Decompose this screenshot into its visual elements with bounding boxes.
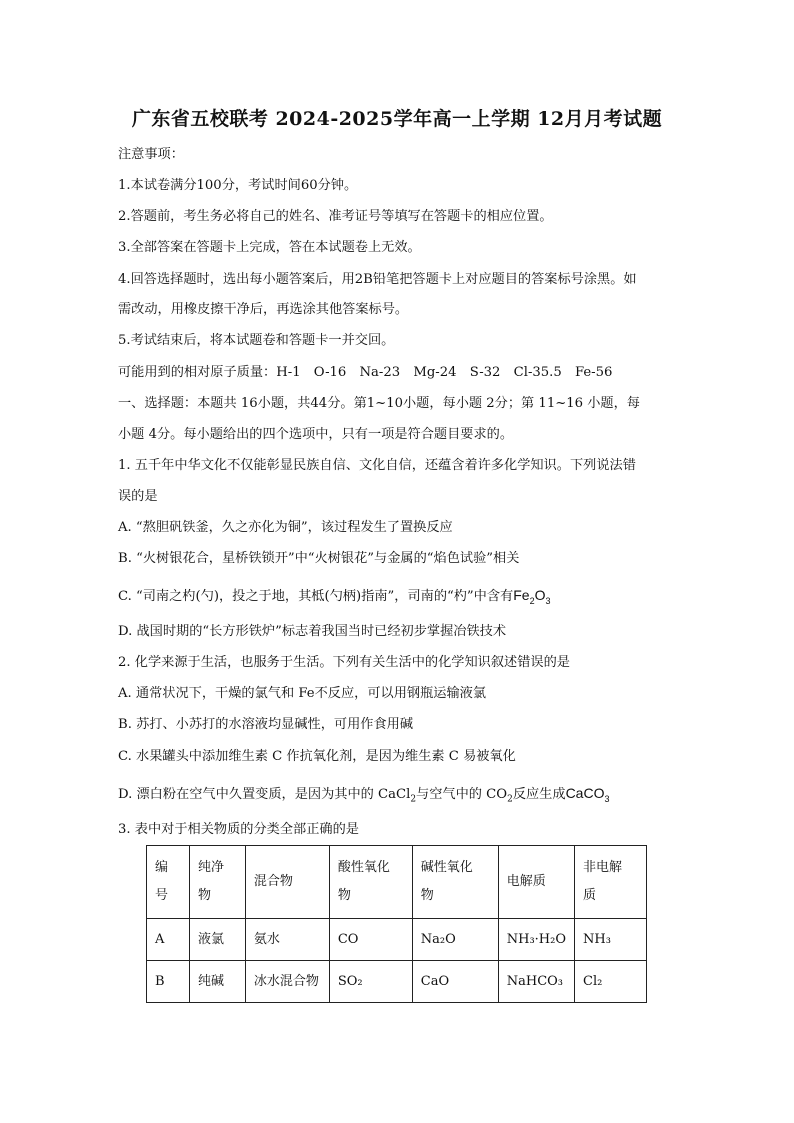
notice-item-4-line1: 4.回答选择题时，选出每小题答案后，用2B铅笔把答题卡上对应题目的答案标号涂黑。如 xyxy=(118,272,637,287)
table-header-cell: 编 号 xyxy=(147,846,190,919)
question-1-stem-line1: 1. 五千年中华文化不仅能彰显民族自信、文化自信，还蕴含着许多化学知识。下列说法错 xyxy=(118,458,636,473)
table-cell: B xyxy=(147,961,190,1003)
table-header-cell: 纯净 物 xyxy=(189,846,245,919)
table-cell: A xyxy=(147,919,190,961)
table-header-cell: 混合物 xyxy=(245,846,329,919)
question-1-option-b: B. “火树银花合，星桥铁锁开”中“火树银花”与金属的“焰色试验”相关 xyxy=(118,551,520,566)
table-cell: 冰水混合物 xyxy=(245,961,329,1003)
question-1-option-c xyxy=(118,585,551,611)
notice-item-4-line2: 需改动，用橡皮擦干净后，再选涂其他答案标号。 xyxy=(118,302,409,317)
table-header-cell: 酸性氧化 物 xyxy=(329,846,412,919)
table-cell: SO₂ xyxy=(329,961,412,1003)
classification-table xyxy=(146,845,647,1003)
question-1-option-c-text: C. “司南之杓(勺)，投之于地，其柢(勺柄)指南”，司南的“杓”中含有 xyxy=(118,589,514,604)
page-title: 广东省五校联考 2024-2025学年高一上学期 12月月考试题 xyxy=(131,108,663,130)
table-row xyxy=(147,961,647,1003)
atomic-masses: 可能用到的相对原子质量：H-1 O-16 Na-23 Mg-24 S-32 Cl-35.5 Fe-56 xyxy=(118,365,613,380)
table-cell: CO xyxy=(329,919,412,961)
fe2o3-formula: $Fe_2O_3$ xyxy=(513,587,551,606)
table-header-row xyxy=(147,846,647,919)
table-row xyxy=(147,919,647,961)
question-3-stem: 3. 表中对于相关物质的分类全部正确的是 xyxy=(118,822,359,837)
notice-item-2: 2.答题前，考生务必将自己的姓名、准考证号等填写在答题卡的相应位置。 xyxy=(118,209,553,224)
table-header-cell: 电解质 xyxy=(498,846,574,919)
notice-heading: 注意事项： xyxy=(118,147,184,162)
question-2-option-b: B. 苏打、小苏打的水溶液均显碱性，可用作食用碱 xyxy=(118,717,414,732)
section-1-intro-line1: 一、选择题：本题共 16小题，共44分。第1~10小题，每小题 2分；第 11~16 小题，每 xyxy=(118,396,640,411)
table-header-cell: 非电解 质 xyxy=(575,846,647,919)
table-cell: CaO xyxy=(412,961,498,1003)
question-1-stem-line2: 误的是 xyxy=(118,489,158,504)
table-cell: Cl₂ xyxy=(575,961,647,1003)
question-1-option-d: D. 战国时期的“长方形铁炉”标志着我国当时已经初步掌握冶铁技术 xyxy=(118,624,507,639)
table-cell: 氨水 xyxy=(245,919,329,961)
table-cell: NaHCO₃ xyxy=(498,961,574,1003)
table-cell: 纯碱 xyxy=(189,961,245,1003)
caco3-formula: CaCO$_3$ xyxy=(565,785,610,804)
table-cell: NH₃·H₂O xyxy=(498,919,574,961)
notice-item-1: 1.本试卷满分100分，考试时间60分钟。 xyxy=(118,178,358,193)
notice-item-3: 3.全部答案在答题卡上完成，答在本试题卷上无效。 xyxy=(118,240,421,255)
question-1-option-a: A. “熬胆矾铁釜，久之亦化为铜”，该过程发生了置换反应 xyxy=(118,520,453,535)
table-cell: NH₃ xyxy=(575,919,647,961)
table-cell: 液氯 xyxy=(189,919,245,961)
question-2-option-a: A. 通常状况下，干燥的氯气和 Fe不反应，可以用钢瓶运输液氯 xyxy=(118,686,487,701)
notice-item-5: 5.考试结束后，将本试题卷和答题卡一并交回。 xyxy=(118,333,395,348)
question-2-option-d: D. 漂白粉在空气中久置变质，是因为其中的 CaCl$_2$与空气中的 $CO_2$反应生成CaCO$_3$ xyxy=(118,785,610,805)
table-cell: Na₂O xyxy=(412,919,498,961)
question-2-stem: 2. 化学来源于生活，也服务于生活。下列有关生活中的化学知识叙述错误的是 xyxy=(118,655,570,670)
table-header-cell: 碱性氧化 物 xyxy=(412,846,498,919)
question-2-option-c: C. 水果罐头中添加维生素 C 作抗氧化剂，是因为维生素 C 易被氧化 xyxy=(118,749,516,764)
section-1-intro-line2: 小题 4分。每小题给出的四个选项中，只有一项是符合题目要求的。 xyxy=(118,427,514,442)
